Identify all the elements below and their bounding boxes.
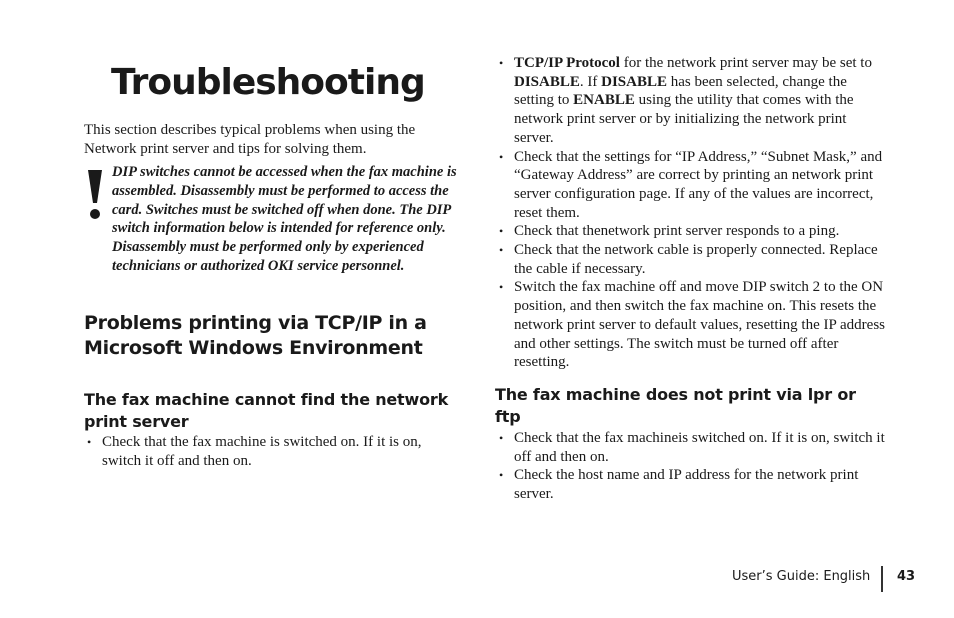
footer-guide-label: User’s Guide: English [732, 569, 871, 584]
subsection-heading-left: The fax machine cannot find the network print server [84, 390, 449, 431]
list-item: • Check that the network cable is properly connected. Replace the cable if necessary. [499, 242, 878, 277]
list-item-tcpip: • TCP/IP Protocol for the network print server may be set to DISABLE. If DISABLE has been selected, change the setting to ENABLE using the utility that comes with the network print server or by initializing the network print server. [499, 55, 872, 146]
left-bullet-list [84, 433, 464, 470]
bullet-icon: • [499, 224, 504, 239]
intro-paragraph: This section describes typical problems when using the Network print server and tips for solving them. [84, 122, 416, 157]
section-heading: Problems printing via TCP/IP in a Microsoft Windows Environment [84, 312, 427, 359]
warning-text: DIP switches cannot be accessed when the fax machine is assembled. Disassembly must be performed to access the card. Switches must be switched off when done. The DIP switch information below is intended for reference only. Disassembly must be performed only by experienced technicians or authorized OKI service personnel. [112, 164, 457, 274]
exclamation-icon [84, 168, 106, 220]
bullet-icon: • [87, 435, 92, 449]
footer-divider [881, 566, 883, 592]
bullet-icon: • [499, 56, 504, 70]
list-item: • Check that thenetwork print server responds to a ping. [499, 223, 840, 240]
bullet-icon: • [499, 243, 504, 258]
page-number: 43 [897, 569, 916, 584]
subsection-heading-right: The fax machine does not print via lpr or ftp [495, 385, 856, 426]
list-item: • Switch the fax machine off and move DIP switch 2 to the ON position, and then switch the fax machine on. This resets the network print server to default values, resetting the IP address and other settings. The switch must be turned off after resetting. [499, 279, 886, 371]
right-bottom-bullet-list [496, 429, 886, 504]
list-item: • Check the host name and IP address for the network print server. [499, 467, 859, 503]
page-title: Troubleshooting [111, 62, 425, 103]
list-item: • Check that the fax machineis switched on. If it is on, switch it off and then on. [499, 430, 885, 465]
bullet-icon: • [499, 280, 504, 295]
list-item: • Check that the fax machine is switched on. If it is on, switch it off and then on. [87, 434, 422, 469]
warning-note [84, 163, 474, 276]
bullet-icon: • [499, 431, 504, 445]
bullet-icon: • [499, 468, 504, 483]
list-item: • Check that the settings for “IP Address,” “Subnet Mask,” and “Gateway Address” are correct by printing an network print server configuration page. If any of the values are incorrect, reset them. [499, 148, 883, 221]
bullet-icon: • [499, 149, 504, 164]
right-bullet-list [496, 54, 886, 372]
